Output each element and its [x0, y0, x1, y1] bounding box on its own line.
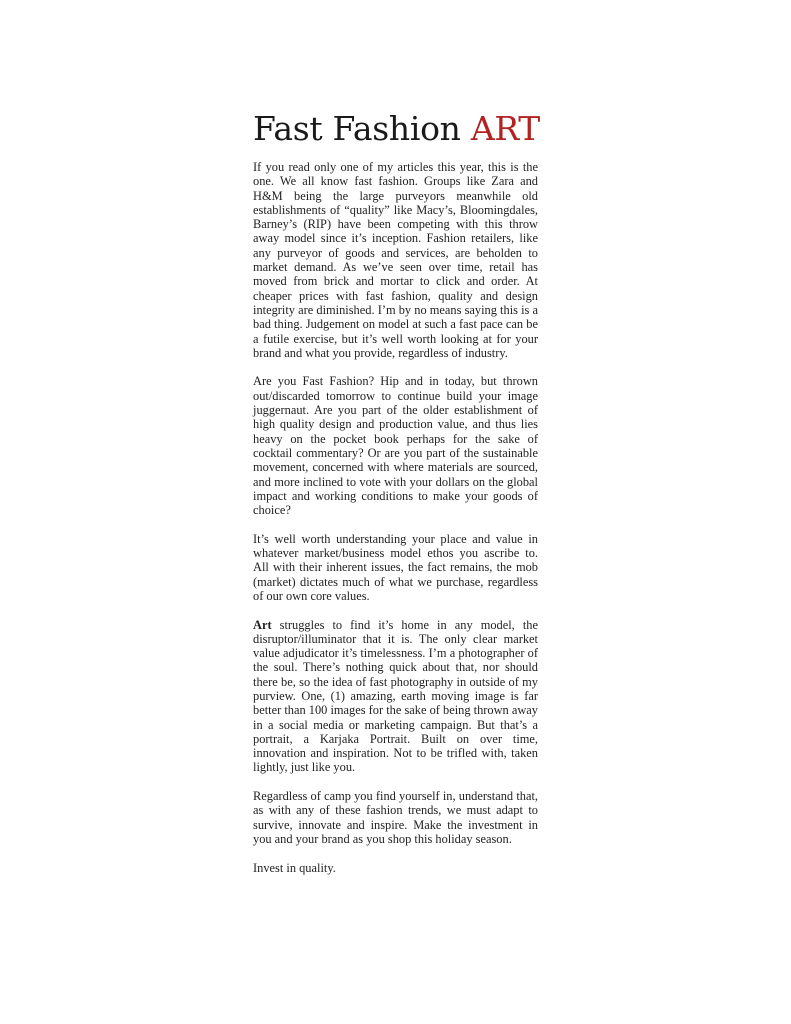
article-title-accent: ART	[470, 109, 541, 148]
article-title-main: Fast Fashion	[253, 109, 471, 148]
paragraph-questions: Are you Fast Fashion? Hip and in today, but thrown out/discarded tomorrow to continue build your image juggernaut. Are you part of the older establishment of high quality design and production value, and thus lies heavy on the pocket book perhaps for the sake of cocktail commentary? Or are you part of the sustainable movement, concerned with where materials are sourced, and more inclined to vote with your dollars on the global impact and working conditions to make your goods of choice?	[253, 374, 538, 518]
paragraph-intro: If you read only one of my articles this year, this is the one. We all know fast fashion. Groups like Zara and H&M being the large purveyors meanwhile old establishments of “quality” like Macy’s, Bloomingdales, Barney’s (RIP) have been competing with this throw away model since it’s inception. Fashion retailers, like any purveyor of goods and services, are beholden to market demand. As we’ve seen over time, retail has moved from brick and mortar to click and order. At cheaper prices with fast fashion, quality and design integrity are diminished. I’m by no means saying this is a bad thing. Judgement on model at such a fast pace can be a futile exercise, but it’s well worth looking at for your brand and what you provide, regardless of industry.	[253, 160, 538, 360]
art-paragraph-text: struggles to find it’s home in any model, the disruptor/illuminator that it is. The only clear market value adjudicator it’s timelessness. I’m a photographer of the soul. There’s nothing quick about that, nor should there be, so the idea of fast photography in outside of my purview. One, (1) amazing, earth moving image is far better than 100 images for the sake of being thrown away in a social media or marketing campaign. But that’s a portrait, a Karjaka Portrait. Built on over time, innovation and inspiration. Not to be trifled with, taken lightly, just like you.	[253, 617, 538, 775]
paragraph-market: It’s well worth understanding your place and value in whatever market/business model ethos you ascribe to. All with their inherent issues, the fact remains, the mob (market) dictates much of what we purchase, regardless of our own core values.	[253, 531, 538, 603]
art-lead-word: Art	[253, 617, 272, 632]
sign-off: Invest in quality.	[253, 860, 336, 875]
article	[253, 108, 541, 875]
article-title	[253, 108, 541, 150]
article-body	[253, 160, 538, 875]
paragraph-art	[253, 618, 538, 775]
paragraph-closing: Regardless of camp you find yourself in, understand that, as with any of these fashion trends, we must adapt to survive, innovate and inspire. Make the investment in you and your brand as you shop this holiday season.	[253, 789, 538, 846]
